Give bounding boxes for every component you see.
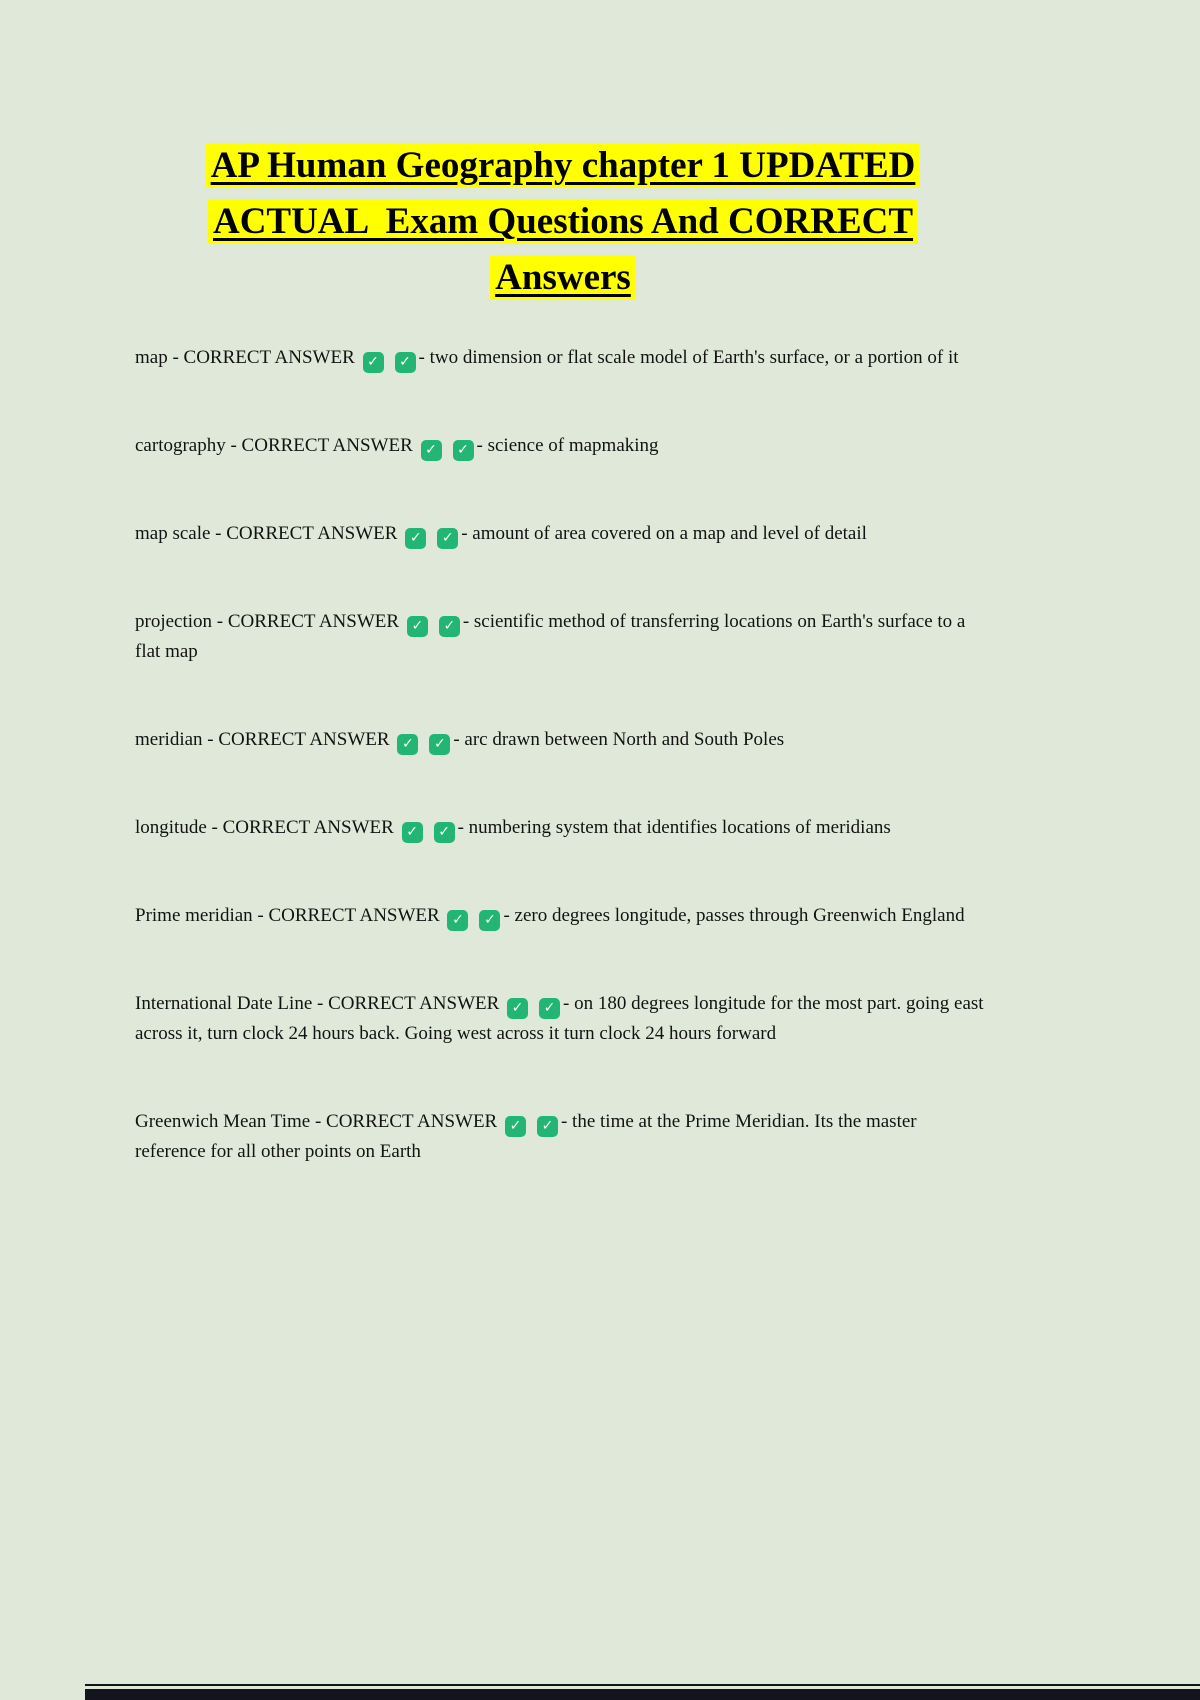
check-icon: ✓ xyxy=(429,734,450,755)
page-content xyxy=(135,0,991,1225)
qa-definition: - amount of area covered on a map and level of detail xyxy=(461,523,867,544)
title-row xyxy=(135,194,991,249)
qa-definition: - two dimension or flat scale model of Earth's surface, or a portion of it xyxy=(418,347,959,368)
check-icon: ✓ xyxy=(434,822,455,843)
qa-definition: - on 180 degrees longitude for the most part. going east across it, turn clock 24 hours back. Going west across it turn clock 24 hours forward xyxy=(135,993,984,1044)
qa-list xyxy=(135,343,991,1167)
qa-prefix: map scale - CORRECT ANSWER xyxy=(135,523,398,544)
check-icon: ✓ xyxy=(507,998,528,1019)
check-icon: ✓ xyxy=(453,440,474,461)
qa-entry xyxy=(135,725,991,755)
qa-prefix: meridian - CORRECT ANSWER xyxy=(135,729,390,750)
check-icon: ✓ xyxy=(439,616,460,637)
qa-entry xyxy=(135,519,991,549)
qa-definition: - the time at the Prime Meridian. Its the master reference for all other points on Earth xyxy=(135,1111,917,1162)
qa-prefix: cartography - CORRECT ANSWER xyxy=(135,435,413,456)
check-icon: ✓ xyxy=(405,528,426,549)
title-line-1: AP Human Geography chapter 1 UPDATED xyxy=(206,143,921,188)
document-title xyxy=(135,138,991,305)
qa-entry xyxy=(135,901,991,931)
qa-prefix: projection - CORRECT ANSWER xyxy=(135,611,400,632)
qa-entry xyxy=(135,813,991,843)
check-icon: ✓ xyxy=(479,910,500,931)
check-icon: ✓ xyxy=(437,528,458,549)
footer-bar xyxy=(85,1684,1200,1700)
check-icon: ✓ xyxy=(402,822,423,843)
footer-divider-line xyxy=(85,1684,1200,1686)
qa-entry xyxy=(135,607,991,667)
qa-definition: - scientific method of transferring locations on Earth's surface to a flat map xyxy=(135,611,966,662)
qa-definition: - zero degrees longitude, passes through Greenwich England xyxy=(503,905,965,926)
qa-entry xyxy=(135,343,991,373)
check-icon: ✓ xyxy=(407,616,428,637)
title-line-3: Answers xyxy=(490,255,636,300)
qa-definition: - numbering system that identifies locations of meridians xyxy=(457,817,891,838)
check-icon: ✓ xyxy=(395,352,416,373)
qa-definition: - arc drawn between North and South Poles xyxy=(453,729,785,750)
check-icon: ✓ xyxy=(397,734,418,755)
qa-entry xyxy=(135,1107,991,1167)
check-icon: ✓ xyxy=(537,1116,558,1137)
title-row xyxy=(135,250,991,305)
check-icon: ✓ xyxy=(505,1116,526,1137)
check-icon: ✓ xyxy=(539,998,560,1019)
qa-prefix: map - CORRECT ANSWER xyxy=(135,347,355,368)
qa-prefix: International Date Line - CORRECT ANSWER xyxy=(135,993,500,1014)
check-icon: ✓ xyxy=(363,352,384,373)
qa-prefix: Greenwich Mean Time - CORRECT ANSWER xyxy=(135,1111,498,1132)
qa-definition: - science of mapmaking xyxy=(476,435,659,456)
footer-dark-block xyxy=(85,1689,1200,1700)
qa-entry xyxy=(135,431,991,461)
qa-prefix: longitude - CORRECT ANSWER xyxy=(135,817,394,838)
check-icon: ✓ xyxy=(421,440,442,461)
title-row xyxy=(135,138,991,193)
check-icon: ✓ xyxy=(447,910,468,931)
title-line-2: ACTUAL Exam Questions And CORRECT xyxy=(208,199,918,244)
qa-entry xyxy=(135,989,991,1049)
qa-prefix: Prime meridian - CORRECT ANSWER xyxy=(135,905,440,926)
